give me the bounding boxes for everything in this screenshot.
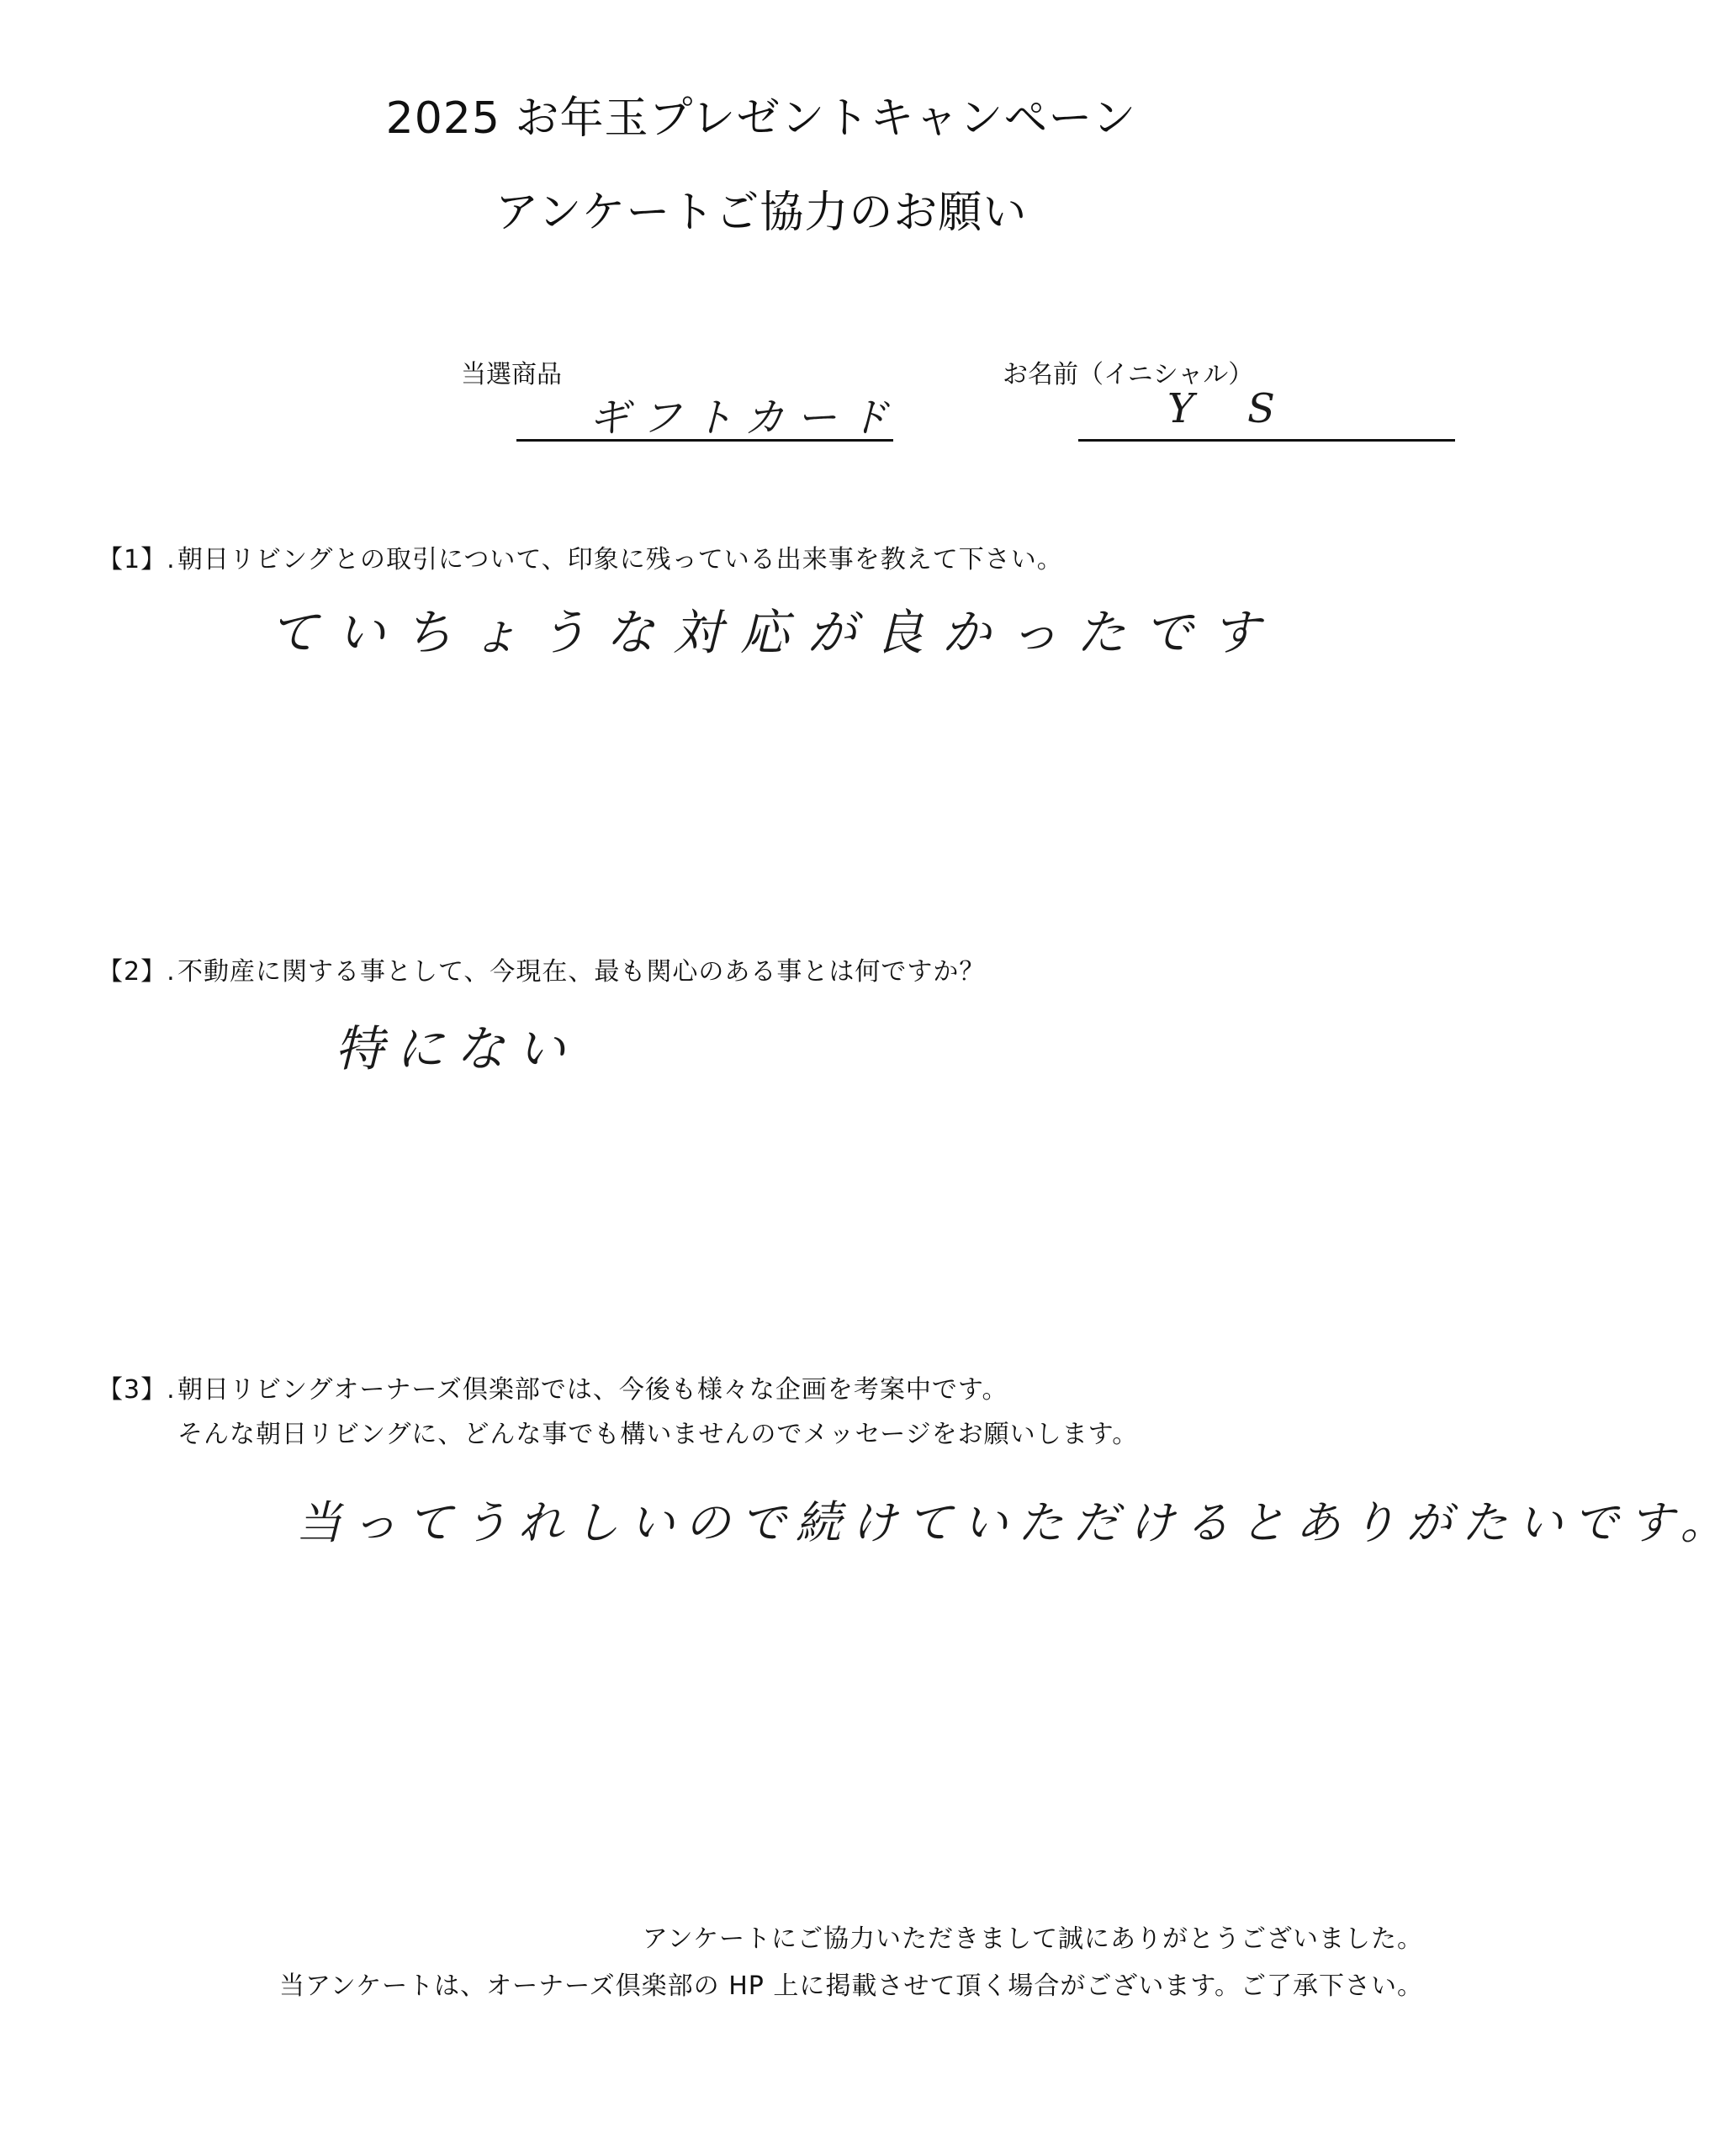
- prize-label: 当選商品: [461, 360, 562, 389]
- question-3-text-line1: 朝日リビングオーナーズ倶楽部では、今後も様々な企画を考案中です。: [177, 1375, 1008, 1405]
- name-value[interactable]: Y S: [1167, 385, 1295, 432]
- prize-underline: [516, 439, 893, 442]
- question-2-number: 【2】.: [98, 957, 176, 987]
- name-label: お名前（イニシャル）: [1003, 360, 1254, 389]
- prize-value[interactable]: ギフトカード: [589, 394, 901, 442]
- question-3-number: 【3】.: [98, 1375, 176, 1405]
- page-title: 2025 お年玉プレゼントキャンペーン: [385, 93, 1137, 144]
- name-underline: [1078, 439, 1455, 442]
- answer-1[interactable]: ていちょうな対応が良かったです: [269, 604, 1279, 661]
- question-1: [98, 538, 1063, 575]
- question-1-text: 朝日リビングとの取引について、印象に残っている出来事を教えて下さい。: [177, 545, 1063, 574]
- question-2-text: 不動産に関する事として、今現在、最も関心のある事とは何ですか？: [177, 957, 986, 987]
- question-3: [98, 1368, 1008, 1405]
- answer-3[interactable]: 当ってうれしいので続けていただけるとありがたいです。: [296, 1496, 1736, 1549]
- answer-2[interactable]: 特にない: [335, 1020, 578, 1077]
- footer-notice: 当アンケートは、オーナーズ倶楽部の HP 上に掲載させて頂く場合がございます。ご了承下さい。: [278, 1971, 1423, 2001]
- footer-thanks: アンケートにご協力いただきまして誠にありがとうございました。: [642, 1924, 1423, 1954]
- page-subtitle: アンケートご協力のお願い: [495, 188, 1028, 238]
- question-3-text-line2: そんな朝日リビングに、どんな事でも構いませんのでメッセージをお願いします。: [177, 1420, 1139, 1449]
- question-1-number: 【1】.: [98, 545, 176, 574]
- question-2: [98, 950, 985, 987]
